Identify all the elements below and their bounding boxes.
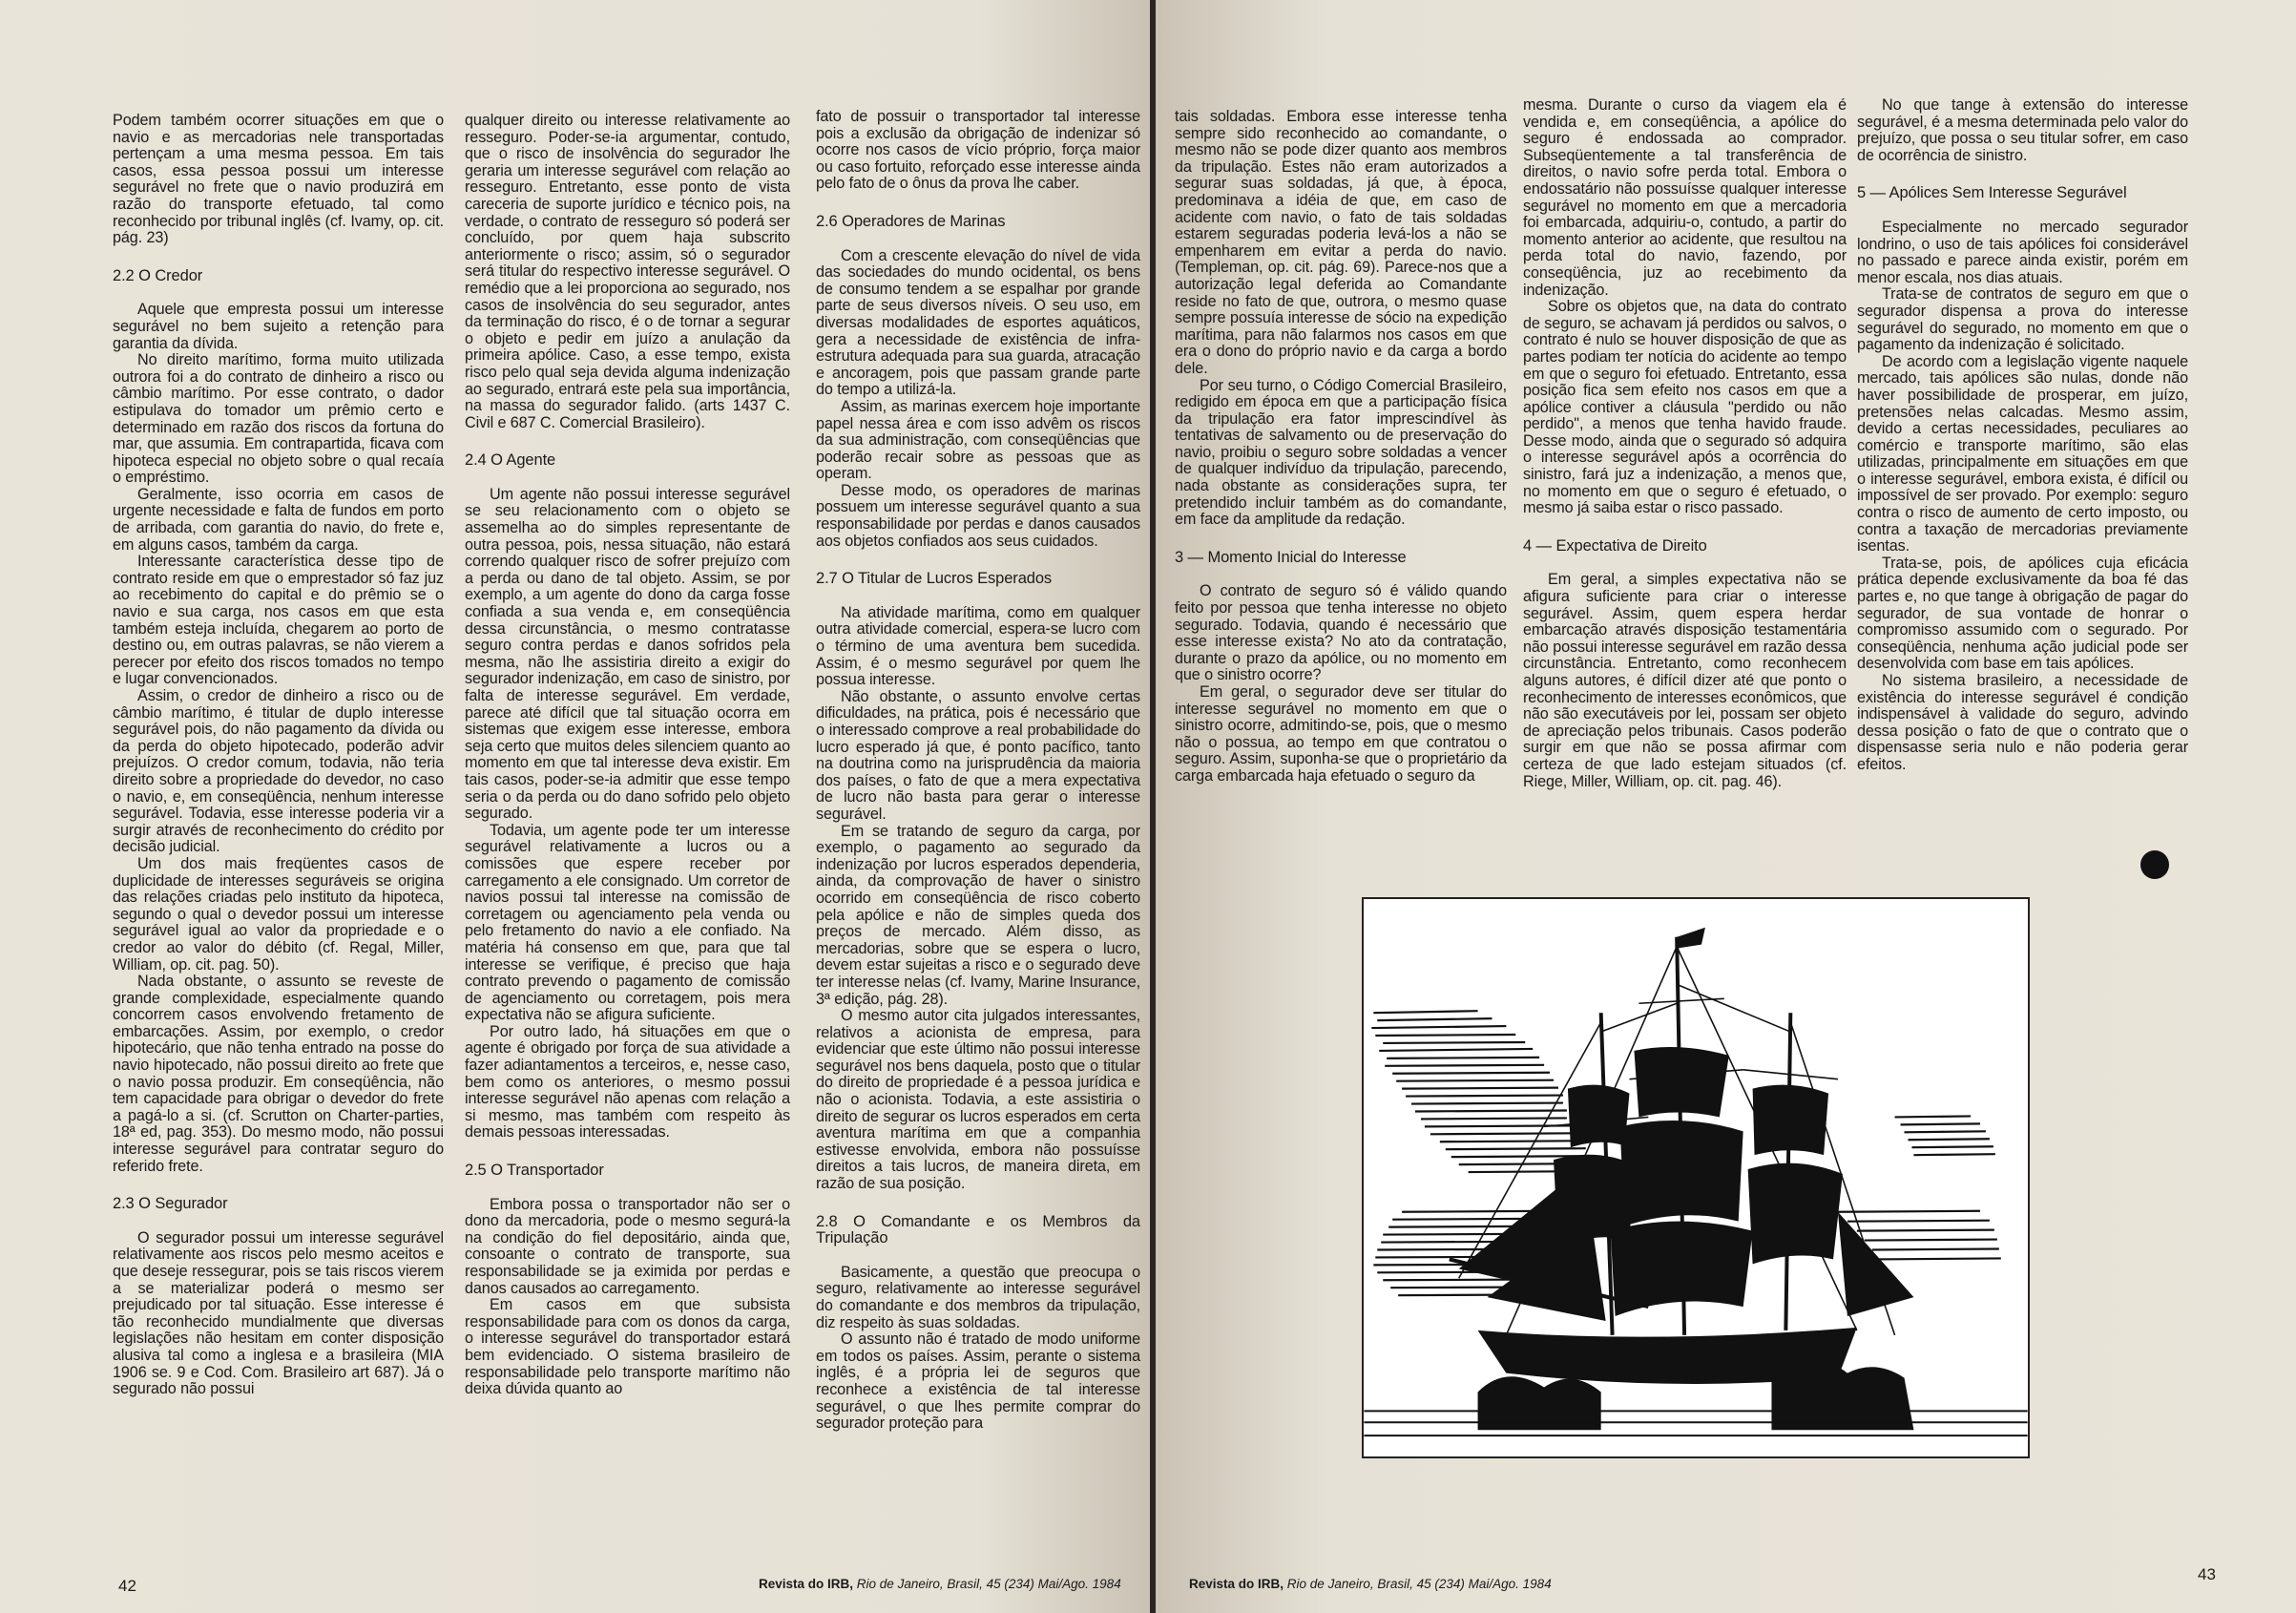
paragraph: Todavia, um agente pode ter um interesse segurável relativamente a lucros ou a comissões que espere receber por carregamento a ele consignado. Um corretor de navios possui tal interesse na comissão de corretagem ou agenciamento pela venda ou pelo fretamento do navio a ele confiado. Na matéria há consenso em que, para que tal interesse se verifique, é preciso que haja contrato prevendo o pagamento de comissão de agenciamento ou corretagem, pois mera expectativa não se afigura suficiente.	[465, 821, 790, 1024]
paragraph: Por seu turno, o Código Comercial Brasileiro, redigido em época em que a participação física da tripulação era fator imprescindível às tentativas de salvamento ou de preservação do navio, proibiu o seguro sobre soldadas a vencer de qualquer indivíduo da tripulação, parecendo, nada obstante as considerações supra, ter pretendido incluir também as do comandante, em face da amplitude da redação.	[1175, 376, 1507, 529]
paragraph: No sistema brasileiro, a necessidade de existência do interesse segurável é condição indispensável à validade do seguro, advindo dessa posição o fato de que o contrato que o dispensasse seria nulo e não poderia gerar efeitos.	[1857, 672, 2188, 773]
footer-citation: Rio de Janeiro, Brasil, 45 (234) Mai/Ago. 1984	[856, 1577, 1121, 1591]
paragraph: Assim, o credor de dinheiro a risco ou de câmbio marítimo, é titular de duplo interesse segurável pois, do não pagamento da dívida ou da perda do objeto hipotecado, poderão advir prejuízos. O credor comum, todavia, não teria direito sobre a propriedade do devedor, no caso o navio, e, em conseqüência, nenhum interesse segurável. Todavia, esse interesse poderia vir a surgir através de reconhecimento do crédito por decisão judicial.	[113, 687, 444, 856]
paragraph: O assunto não é tratado de modo uniforme em todos os países. Assim, perante o sistema inglês, é a própria lei de seguros que reconhece a existência de tal interesse segurável, o que lhes permite comprar do segurador proteção para	[816, 1330, 1140, 1433]
paragraph: No que tange à extensão do interesse segurável, é a mesma determinada pelo valor do prejuízo, que possa o seu titular sofrer, em caso de ocorrência de sinistro.	[1857, 96, 2188, 164]
paragraph: Podem também ocorrer situações em que o navio e as mercadorias nele transportadas pertençam a uma mesma pessoa. Em tais casos, essa pessoa possui um interesse segurável no frete que o navio produzirá em razão do transporte efetuado, tal como reconhecido por tribunal inglês (cf. Ivamy, op. cit. pág. 23)	[113, 112, 444, 247]
paragraph: De acordo com a legislação vigente naquele mercado, tais apólices são nulas, donde não haver possibilidade de prosperar, em juízo, pretensões nelas calcadas. Mesmo assim, devido a certas necessidades, peculiares ao comércio e transporte marítimo, são elas utilizadas, principalmente em situações em que o interesse segurável, embora exista, é difícil ou impossível de ser provado. Por exemplo: seguro contra o risco de aumento de certo imposto, ou contra a taxação de mercadorias previamente isentas.	[1857, 352, 2188, 555]
end-of-article-bullet	[2140, 850, 2169, 879]
paragraph: Trata-se de contratos de seguro em que o segurador dispensa a prova do interesse segurável do segurado, no momento em que o pagamento da indenização é solicitado.	[1857, 285, 2188, 354]
sailing-ship-illustration	[1362, 897, 2030, 1458]
paragraph: O mesmo autor cita julgados interessantes, relativos a acionista de empresa, para evidenciar que este último não possui interesse segurável nos bens daquela, posto que o titular do direito de propriedade é a pessoa jurídica e não o acionista. Todavia, a este assistiria o direito de segurar os lucros esperados em certa aventura marítima em que a companhia estivesse envolvida, embora não possuísse direitos a tais lucros, de maneira direta, em razão de sua posição.	[816, 1007, 1140, 1193]
section-heading: 3 — Momento Inicial do Interesse	[1175, 548, 1407, 566]
paragraph: Aquele que empresta possui um interesse segurável no bem sujeito a retenção para garantia da dívida.	[113, 301, 444, 352]
paragraph: Um dos mais freqüentes casos de duplicidade de interesses seguráveis se origina das relações criadas pelo instituto da hipoteca, segundo o qual o devedor possui um interesse segurável igual ao valor da propriedade e o credor ao valor do débito (cf. Regal, Miller, William, op. cit. pag. 50).	[113, 854, 444, 974]
section-heading: 2.8 O Comandante e os Membros da Tripulação	[816, 1212, 1140, 1247]
paragraph: Embora possa o transportador não ser o dono da mercadoria, pode o mesmo segurá-la na condição do fiel depositário, ainda que, consoante o contrato de transporte, sua responsabilidade se ja eximida por perdas e danos causados ao carregamento.	[465, 1195, 790, 1297]
section-heading: 2.6 Operadores de Marinas	[816, 212, 1006, 230]
page-footer	[759, 1577, 1121, 1591]
paragraph: Por outro lado, há situações em que o agente é obrigado por força de sua atividade a fazer adiantamentos a terceiros, e, nesse caso, bem como os anteriores, o mesmo possui interesse segurável não apenas com relação a si mesmo, mas também com respeito às demais pessoas interessadas.	[465, 1022, 790, 1142]
footer-journal: Revista do IRB,	[1189, 1577, 1284, 1591]
section-heading: 2.3 O Segurador	[113, 1195, 228, 1213]
page-number: 42	[118, 1577, 136, 1595]
section-heading: 2.5 O Transportador	[465, 1162, 604, 1180]
paragraph: Assim, as marinas exercem hoje importante papel nessa área e com isso advêm os riscos da sua administração, com conseqüências que poderão recair sobre as pessoas que as operam.	[816, 397, 1140, 483]
left-column-3	[816, 109, 1140, 1433]
section-heading: 2.7 O Titular de Lucros Esperados	[816, 570, 1053, 588]
paragraph: Na atividade marítima, como em qualquer outra atividade comercial, espera-se lucro com o término de uma aventura bem sucedida. Assim, é o mesmo segurável por quem lhe possua interesse.	[816, 603, 1140, 689]
paragraph: Interessante característica desse tipo de contrato reside em que o emprestador só faz juz ao recebimento do capital e do prêmio se o navio e sua carga, nos casos em que esta também esteja incluída, chegarem ao porto de destino ou, em outras palavras, se não vierem a perecer por efeito dos riscos tomados no tempo e lugar convencionados.	[113, 553, 444, 688]
paragraph: Com a crescente elevação do nível de vida das sociedades do mundo ocidental, os bens de consumo tendem a se espalhar por grande parte de seus diversos níveis. O seu uso, em diversas modalidades de esportes aquáticos, gera a necessidade de existência de infra-estrutura adequada para sua guarda, atracação e ancoragem, pois que passam grande parte do tempo a utilizá-la.	[816, 246, 1140, 399]
left-column-2	[465, 113, 790, 1398]
ship-engraving-icon	[1364, 899, 2028, 1456]
paragraph: Em geral, a simples expectativa não se afigura suficiente para criar o interesse segurável. Assim, quem espera herdar embarcação através disposição testamentária não possui interesse segurável em razão dessa circunstância. Entretanto, como reconhecem alguns autores, é difícil dizer até que ponto o reconhecimento de interesses econômicos, que não são executáveis por lei, possam ser objeto de apreciação pelos tribunais. Casos poderão surgir em que não se possa afirmar com certeza de que lado estejam situados (cf. Riege, Miller, William, op. cit. pag. 46).	[1523, 571, 1847, 790]
right-column-1	[1175, 109, 1507, 786]
paragraph: Em casos em que subsista responsabilidade para com os donos da carga, o interesse segurável do transportador estará bem evidenciado. O sistema brasileiro de responsabilidade pelo transporte marítimo não deixa dúvida quanto ao	[465, 1296, 790, 1398]
right-column-2	[1523, 97, 1847, 790]
paragraph: mesma. Durante o curso da viagem ela é vendida e, em conseqüência, a apólice do seguro é endossada ao comprador. Subseqüentemente a tal transferência de direitos, o navio sofre perda total. Embora o endossatário não possuísse qualquer interesse segurável no momento em que a mercadoria foi embarcada, adquiriu-o, contudo, a partir do momento anterior ao acidente, que resultou na perda total do navio, fazendo, por conseqüência, juz ao recebimento da indenização.	[1523, 96, 1847, 299]
page-number: 43	[2198, 1565, 2216, 1583]
paragraph: O contrato de seguro só é válido quando feito por pessoa que tenha interesse no objeto segurado. Todavia, quando é necessário que esse interesse exista? No ato da contratação, durante o prazo da apólice, ou no momento em que o sinistro ocorre?	[1175, 582, 1507, 684]
paragraph: O segurador possui um interesse segurável relativamente aos riscos pelo mesmo aceitos e que deseje ressegurar, pois se tais riscos vierem a se materializar poderá o mesmo ser prejudicado por tal situação. Esse interesse é tão reconhecido mundialmente que diversas legislações não hesitam em conter disposição alusiva tal como a inglesa e a brasileira (MIA 1906 se. 9 e Cod. Com. Brasileiro art 687). Já o segurado não possui	[113, 1228, 444, 1398]
paragraph: fato de possuir o transportador tal interesse pois a exclusão da obrigação de indenizar só ocorre nos casos de vício próprio, força maior ou caso fortuito, reforçado esse interesse ainda pelo fato de o ônus da prova lhe caber.	[816, 108, 1140, 193]
paragraph: Trata-se, pois, de apólices cuja eficácia prática depende exclusivamente da boa fé das partes e, no que tange à obrigação de pagar do segurador, de sua vontade de honrar o compromisso assumido com o segurado. Por conseqüência, nenhuma ação judicial pode ser desenvolvida com base em tais apólices.	[1857, 554, 2188, 673]
paragraph: tais soldadas. Embora esse interesse tenha sempre sido reconhecido ao comandante, o mesmo não se pode dizer quanto aos membros da tripulação. Estes não eram autorizados a segurar suas soldadas, já que, à época, predominava a idéia de que, em caso de acidente com navio, o fato de tais soldadas estarem seguradas poderia levá-los a não se empenharem em evitar a perda do navio. (Templeman, op. cit. pág. 69). Parece-nos que a autorização legal deferida ao Comandante reside no fato de que, outrora, o mesmo quase sempre possuía interesse de sócio na expedição marítima, para não falarmos nos casos em que era o dono do próprio navio e da carga a bordo dele.	[1175, 108, 1507, 377]
left-column-1	[113, 113, 444, 1398]
section-heading: 5 — Apólices Sem Interesse Segurável	[1857, 184, 2127, 202]
paragraph: Em geral, o segurador deve ser titular do interesse segurável no momento em que o sinistro ocorre, admitindo-se, pois, que o mesmo não o possua, ao tempo em que contratou o seguro. Assim, suponha-se que o proprietário da carga embarcada haja efetuado o seguro da	[1175, 683, 1507, 785]
paragraph: Basicamente, a questão que preocupa o seguro, relativamente ao interesse segurável do comandante e dos membros da tripulação, diz respeito às suas soldadas.	[816, 1263, 1140, 1331]
paragraph: Desse modo, os operadores de marinas possuem um interesse segurável quanto a sua responsabilidade por perdas e danos causados aos objetos confiados aos seus cuidados.	[816, 481, 1140, 550]
paragraph: qualquer direito ou interesse relativamente ao resseguro. Poder-se-ia argumentar, contudo, que o risco de insolvência do segurador lhe geraria um interesse segurável com relação ao resseguro. Entretanto, esse ponto de vista careceria de suporte jurídico e técnico pois, na verdade, o contrato de resseguro só poderá ser concluído, por quem haja subscrito anteriormente o risco; assim, só o segurador será titular do respectivo interesse segurável. O remédio que a lei proporciona ao segurado, nos casos de insolvência do seu segurador, antes da terminação do risco, é o de tornar a segurar o objeto e pedir em juízo a anulação da primeira apólice. Caso, a esse tempo, exista risco pelo qual seja devida alguma indenização ao segurado, entrará este pela sua importância, na massa do segurador falido. (arts 1437 C. Civil e 687 C. Comercial Brasileiro).	[465, 112, 790, 431]
paragraph: Não obstante, o assunto envolve certas dificuldades, na prática, pois é necessário que o interessado comprove a real probabilidade do lucro esperado já que, é ponto pacífico, tanto na doutrina como na jurisprudência da maioria dos países, o fato de que a mera expectativa de lucro não basta para gerar o interesse segurável.	[816, 687, 1140, 823]
footer-citation: Rio de Janeiro, Brasil, 45 (234) Mai/Ago. 1984	[1286, 1577, 1552, 1591]
section-heading: 4 — Expectativa de Direito	[1523, 536, 1707, 555]
right-column-3	[1857, 97, 2188, 774]
paragraph: Em se tratando de seguro da carga, por exemplo, o pagamento ao segurado da indenização por lucros esperados dependeria, ainda, da comprovação de haver o sinistro ocorrido em conseqüência de risco coberto pela apólice e não de simples queda dos preços de mercado. Além disso, as mercadorias, sobre que se espera o lucro, devem estar sujeitas a risco e o segurado deve ter interesse nelas (cf. Ivamy, Marine Insurance, 3ª edição, pág. 28).	[816, 822, 1140, 1008]
page-footer	[1189, 1577, 1552, 1591]
paragraph: No direito marítimo, forma muito utilizada outrora foi a do contrato de dinheiro a risco ou câmbio marítimo. Por esse contrato, o dador estipulava do tomador um prêmio certo e determinado em razão dos riscos da fortuna do mar, que assumia. Em contrapartida, ficava com hipoteca especial no objeto sobre o qual recaía o empréstimo.	[113, 351, 444, 487]
paragraph: Sobre os objetos que, na data do contrato de seguro, se achavam já perdidos ou salvos, o contrato é nulo se houver disposição de que as partes podiam ter notícia do acidente ao tempo em que o seguro foi efetuado. Entretanto, essa posição fica sem efeito nos casos em que a apólice contiver a cláusula "perdido ou não perdido", a menos que tenha havido fraude. Desse modo, ainda que o segurado só adquira o interesse segurável após a ocorrência do sinistro, fará juz a indenização, a menos que, no momento em que o seguro é efetuado, o mesmo já saiba estar o risco passado.	[1523, 298, 1847, 517]
paragraph: Um agente não possui interesse segurável se seu relacionamento com o objeto se assemelha ao do simples representante de outra pessoa, pois, nessa situação, não estará correndo qualquer risco de sofrer prejuízo com a perda ou dano de tal objeto. Assim, se por exemplo, a um agente do dono da carga fosse confiada a sua venda e, em conseqüência dessa circunstância, o mesmo contratasse seguro contra perdas e danos sofridos pela mesma, não lhe assistiria direito a exigir do segurador indenização, em caso de sinistro, por falta de interesse segurável. Em verdade, parece até difícil que tal situação ocorra em sistemas que exigem esse interesse, embora seja certo que muitos deles silenciem quanto ao momento em que tal interesse deva existir. Em tais casos, poder-se-ia admitir que esse tempo seria o da perda ou do dano sofrido pelo objeto segurado.	[465, 485, 790, 823]
paragraph: Geralmente, isso ocorria em casos de urgente necessidade e falta de fundos em porto de arribada, com garantia do navio, do frete e, em alguns casos, também da carga.	[113, 485, 444, 554]
paragraph: Nada obstante, o assunto se reveste de grande complexidade, especialmente quando concorrem casos envolvendo fretamento de embarcações. Assim, por exemplo, o credor hipotecário, que não tenha entrado na posse do navio hipotecado, não possui direito ao frete que o navio possa produzir. Em conseqüência, não tem capacidade para obrigar o devedor do frete a pagá-lo a si. (cf. Scrutton on Charter-parties, 18ª ed, pag. 353). Do mesmo modo, não possui interesse segurável para contratar seguro do referido frete.	[113, 973, 444, 1175]
section-heading: 2.2 O Credor	[113, 266, 203, 284]
paragraph: Especialmente no mercado segurador londrino, o uso de tais apólices foi considerável no passado e parece ainda existir, porém em menor escala, nos dias atuais.	[1857, 218, 2188, 286]
footer-journal: Revista do IRB,	[759, 1577, 854, 1591]
section-heading: 2.4 O Agente	[465, 451, 556, 470]
